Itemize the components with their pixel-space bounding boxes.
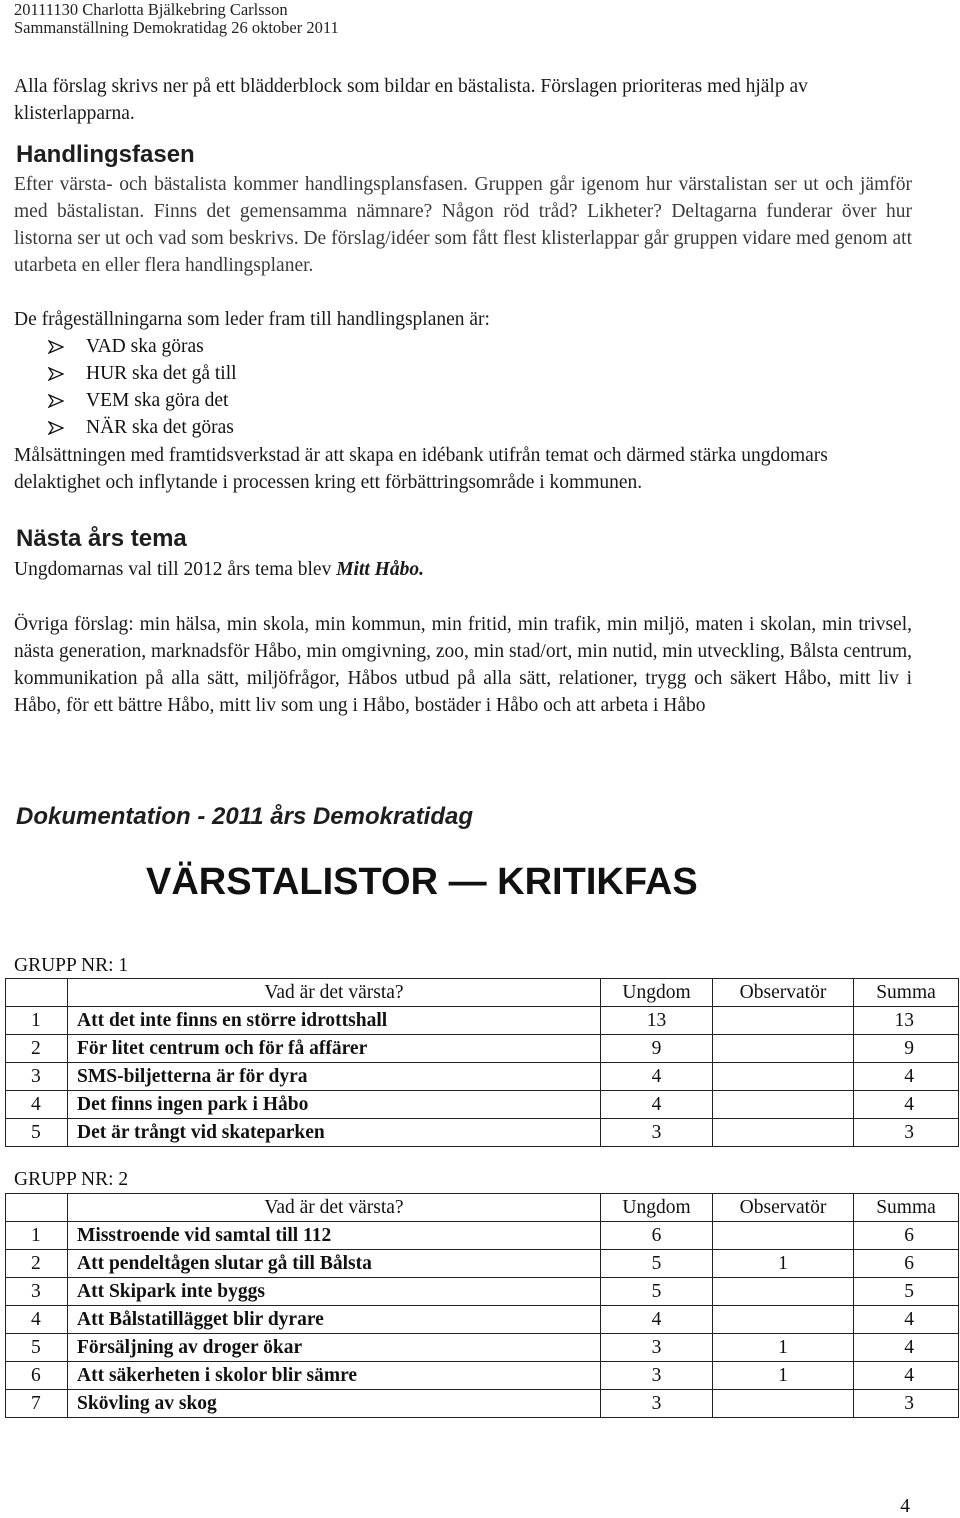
row-text: Det är trångt vid skateparken <box>68 1119 601 1147</box>
row-number: 2 <box>6 1035 68 1063</box>
row-number: 1 <box>6 1222 68 1250</box>
handlingsfasen-paragraph: Efter värsta- och bästalista kommer handlingsplansfasen. Gruppen går igenom hur värstalistan ser ut och jämför med bästalistan. Finns det gemensamma nämnare? Någon röd tråd? Likheter? Deltagarna funderar över hur listorna ser ut och vad som beskrivs. De förslag/idéer som fått flest klisterlappar går gruppen vidare med genom att utarbeta en eller flera handlingsplaner. <box>14 174 912 276</box>
row-observator <box>713 1278 854 1306</box>
table-row <box>6 1306 959 1334</box>
row-summa: 4 <box>854 1091 959 1119</box>
group-label: GRUPP NR: 1 <box>14 955 129 976</box>
table-row <box>6 1334 959 1362</box>
table-header-question: Vad är det värsta? <box>68 979 601 1007</box>
group-1-table <box>5 978 959 1147</box>
group-2-table <box>5 1193 959 1418</box>
row-summa: 13 <box>854 1007 959 1035</box>
table-header-row <box>6 1194 959 1222</box>
list-item <box>48 333 237 360</box>
row-observator <box>713 1119 854 1147</box>
row-text: För litet centrum och för få affärer <box>68 1035 601 1063</box>
row-number: 7 <box>6 1390 68 1418</box>
row-observator <box>713 1222 854 1250</box>
table-header-blank <box>6 1194 68 1222</box>
table-header-observator: Observatör <box>713 1194 854 1222</box>
other-suggestions-paragraph: Övriga förslag: min hälsa, min skola, min kommun, min fritid, min trafik, min miljö, maten i skolan, min trivsel, nästa generation, marknadsför Håbo, min omgivning, zoo, min stad/ort, min nutid, min utveckling, Bålsta centrum, kommunikation på alla sätt, miljöfrågor, Håbos utbud på alla sätt, relationer, trygg och säkert Håbo, mitt liv i Håbo, för ett bättre Håbo, mitt liv som ung i Håbo, bostäder i Håbo och att arbeta i Håbo <box>14 614 912 716</box>
row-observator <box>713 1306 854 1334</box>
row-number: 5 <box>6 1334 68 1362</box>
arrow-bullet-icon <box>48 421 64 435</box>
row-text: Skövling av skog <box>68 1390 601 1418</box>
row-ungdom: 9 <box>601 1035 713 1063</box>
row-ungdom: 4 <box>601 1063 713 1091</box>
row-number: 3 <box>6 1278 68 1306</box>
questions-intro: De frågeställningarna som leder fram till handlingsplanen är: <box>14 309 490 330</box>
table-row <box>6 1250 959 1278</box>
list-item-text: VAD ska göras <box>86 336 204 357</box>
row-summa: 4 <box>854 1063 959 1091</box>
row-observator: 1 <box>713 1362 854 1390</box>
row-ungdom: 13 <box>601 1007 713 1035</box>
row-summa: 5 <box>854 1278 959 1306</box>
row-observator <box>713 1007 854 1035</box>
table-row <box>6 1063 959 1091</box>
row-ungdom: 5 <box>601 1250 713 1278</box>
row-summa: 3 <box>854 1119 959 1147</box>
row-text: Försäljning av droger ökar <box>68 1334 601 1362</box>
table-header-observator: Observatör <box>713 979 854 1007</box>
row-summa: 9 <box>854 1035 959 1063</box>
row-ungdom: 3 <box>601 1390 713 1418</box>
row-summa: 4 <box>854 1334 959 1362</box>
row-number: 4 <box>6 1091 68 1119</box>
theme-name: Mitt Håbo. <box>336 559 424 580</box>
header-title-line: Sammanställning Demokratidag 26 oktober 2011 <box>14 18 339 37</box>
table-row <box>6 1119 959 1147</box>
list-item <box>48 387 237 414</box>
page-title: VÄRSTALISTOR — KRITIKFAS <box>146 861 698 903</box>
row-text: Att säkerheten i skolor blir sämre <box>68 1362 601 1390</box>
table-header-summa: Summa <box>854 1194 959 1222</box>
list-item-text: NÄR ska det göras <box>86 417 234 438</box>
row-text: Att Skipark inte byggs <box>68 1278 601 1306</box>
table-row <box>6 1007 959 1035</box>
intro-paragraph: Alla förslag skrivs ner på ett blädderblock som bildar en bästalista. Förslagen prioriteras med hjälp av klisterlapparna. <box>14 76 808 124</box>
row-observator <box>713 1063 854 1091</box>
arrow-bullet-icon <box>48 394 64 408</box>
arrow-bullet-icon <box>48 367 64 381</box>
list-item-text: VEM ska göra det <box>86 390 229 411</box>
section-heading-handlingsfasen: Handlingsfasen <box>16 141 195 168</box>
row-ungdom: 4 <box>601 1306 713 1334</box>
table-header-blank <box>6 979 68 1007</box>
row-number: 4 <box>6 1306 68 1334</box>
row-summa: 4 <box>854 1306 959 1334</box>
goal-paragraph: Målsättningen med framtidsverkstad är att skapa en idébank utifrån temat och därmed stärka ungdomars delaktighet och inflytande i processen kring ett förbättringsområde i kommunen. <box>14 445 828 493</box>
row-observator <box>713 1390 854 1418</box>
table-row <box>6 1278 959 1306</box>
arrow-bullet-icon <box>48 340 64 354</box>
row-summa: 6 <box>854 1250 959 1278</box>
header-author-line: 20111130 Charlotta Bjälkebring Carlsson <box>14 0 288 19</box>
row-summa: 3 <box>854 1390 959 1418</box>
row-ungdom: 5 <box>601 1278 713 1306</box>
row-ungdom: 3 <box>601 1362 713 1390</box>
row-observator <box>713 1091 854 1119</box>
row-text: Att Bålstatillägget blir dyrare <box>68 1306 601 1334</box>
row-text: Att pendeltågen slutar gå till Bålsta <box>68 1250 601 1278</box>
group-label: GRUPP NR: 2 <box>14 1169 129 1190</box>
table-header-ungdom: Ungdom <box>601 1194 713 1222</box>
row-summa: 4 <box>854 1362 959 1390</box>
table-row <box>6 1091 959 1119</box>
page-number: 4 <box>900 1496 910 1517</box>
row-number: 5 <box>6 1119 68 1147</box>
row-number: 1 <box>6 1007 68 1035</box>
list-item <box>48 414 237 441</box>
row-observator: 1 <box>713 1334 854 1362</box>
row-ungdom: 3 <box>601 1119 713 1147</box>
row-observator: 1 <box>713 1250 854 1278</box>
row-text: Misstroende vid samtal till 112 <box>68 1222 601 1250</box>
table-header-question: Vad är det värsta? <box>68 1194 601 1222</box>
table-row <box>6 1362 959 1390</box>
row-number: 3 <box>6 1063 68 1091</box>
row-ungdom: 4 <box>601 1091 713 1119</box>
list-item <box>48 360 237 387</box>
row-text: SMS-biljetterna är för dyra <box>68 1063 601 1091</box>
row-text: Att det inte finns en större idrottshall <box>68 1007 601 1035</box>
table-header-row <box>6 979 959 1007</box>
theme-paragraph <box>14 556 912 583</box>
section-heading-nasta-ars-tema: Nästa års tema <box>16 525 187 552</box>
row-number: 2 <box>6 1250 68 1278</box>
table-row <box>6 1035 959 1063</box>
row-number: 6 <box>6 1362 68 1390</box>
row-observator <box>713 1035 854 1063</box>
row-text: Det finns ingen park i Håbo <box>68 1091 601 1119</box>
question-list <box>48 333 237 441</box>
list-item-text: HUR ska det gå till <box>86 363 237 384</box>
row-ungdom: 3 <box>601 1334 713 1362</box>
theme-text: Ungdomarnas val till 2012 års tema blev <box>14 559 337 580</box>
table-row <box>6 1222 959 1250</box>
table-header-summa: Summa <box>854 979 959 1007</box>
table-row <box>6 1390 959 1418</box>
documentation-heading: Dokumentation - 2011 års Demokratidag <box>16 803 474 830</box>
row-ungdom: 6 <box>601 1222 713 1250</box>
table-header-ungdom: Ungdom <box>601 979 713 1007</box>
row-summa: 6 <box>854 1222 959 1250</box>
